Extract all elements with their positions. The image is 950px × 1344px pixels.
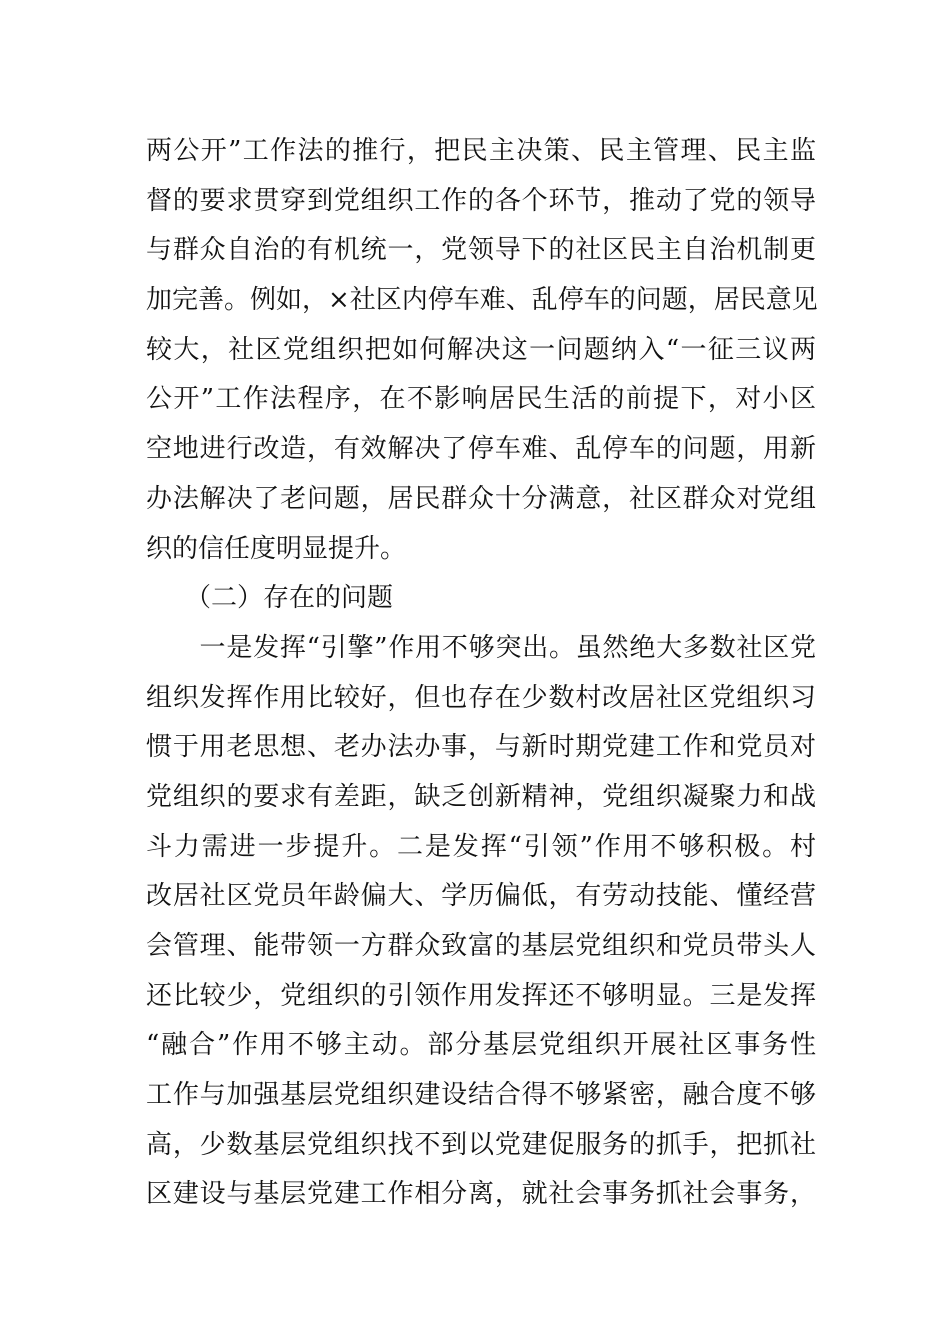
text-line: 会管理、能带领一方群众致富的基层党组织和党员带头人: [146, 931, 816, 961]
text-line: 与群众自治的有机统一，党领导下的社区民主自治机制更: [146, 235, 816, 266]
text-line: 组织发挥作用比较好，但也存在少数村改居社区党组织习: [146, 682, 816, 713]
text-line: 两公开”工作法的推行，把民主决策、民主管理、民主监: [146, 136, 816, 166]
text-line: 改居社区党员年龄偏大、学历偏低，有劳动技能、懂经营: [146, 881, 816, 912]
text-line: “融合”作用不够主动。部分基层党组织开展社区事务性: [146, 1030, 816, 1061]
text-line: 办法解决了老问题，居民群众十分满意，社区群众对党组: [146, 483, 816, 514]
text-line: 公开”工作法程序，在不影响居民生活的前提下，对小区: [146, 384, 816, 415]
text-line: 较大，社区党组织把如何解决这一问题纳入“一征三议两: [146, 334, 816, 365]
text-line: 空地进行改造，有效解决了停车难、乱停车的问题，用新: [146, 434, 816, 465]
text-line: 加完善。例如，×社区内停车难、乱停车的问题，居民意见: [146, 285, 818, 316]
text-line: 区建设与基层党建工作相分离，就社会事务抓社会事务，: [146, 1179, 816, 1210]
text-line: 高，少数基层党组织找不到以党建促服务的抓手，把抓社: [146, 1129, 816, 1160]
text-line: 工作与加强基层党组织建设结合得不够紧密，融合度不够: [146, 1080, 816, 1111]
text-line: 织的信任度明显提升。: [146, 533, 407, 564]
body-text: [146, 127, 816, 1220]
text-line: 党组织的要求有差距，缺乏创新精神，党组织凝聚力和战: [146, 781, 816, 812]
section-heading: （二）存在的问题: [146, 583, 394, 614]
text-line: 督的要求贯穿到党组织工作的各个环节，推动了党的领导: [146, 185, 816, 216]
text-line: 斗力需进一步提升。二是发挥“引领”作用不够积极。村: [146, 831, 816, 862]
text-line: 惯于用老思想、老办法办事，与新时期党建工作和党员对: [146, 732, 816, 763]
text-line: 一是发挥“引擎”作用不够突出。虽然绝大多数社区党: [146, 632, 816, 663]
text-line: 还比较少，党组织的引领作用发挥还不够明显。三是发挥: [146, 980, 816, 1011]
